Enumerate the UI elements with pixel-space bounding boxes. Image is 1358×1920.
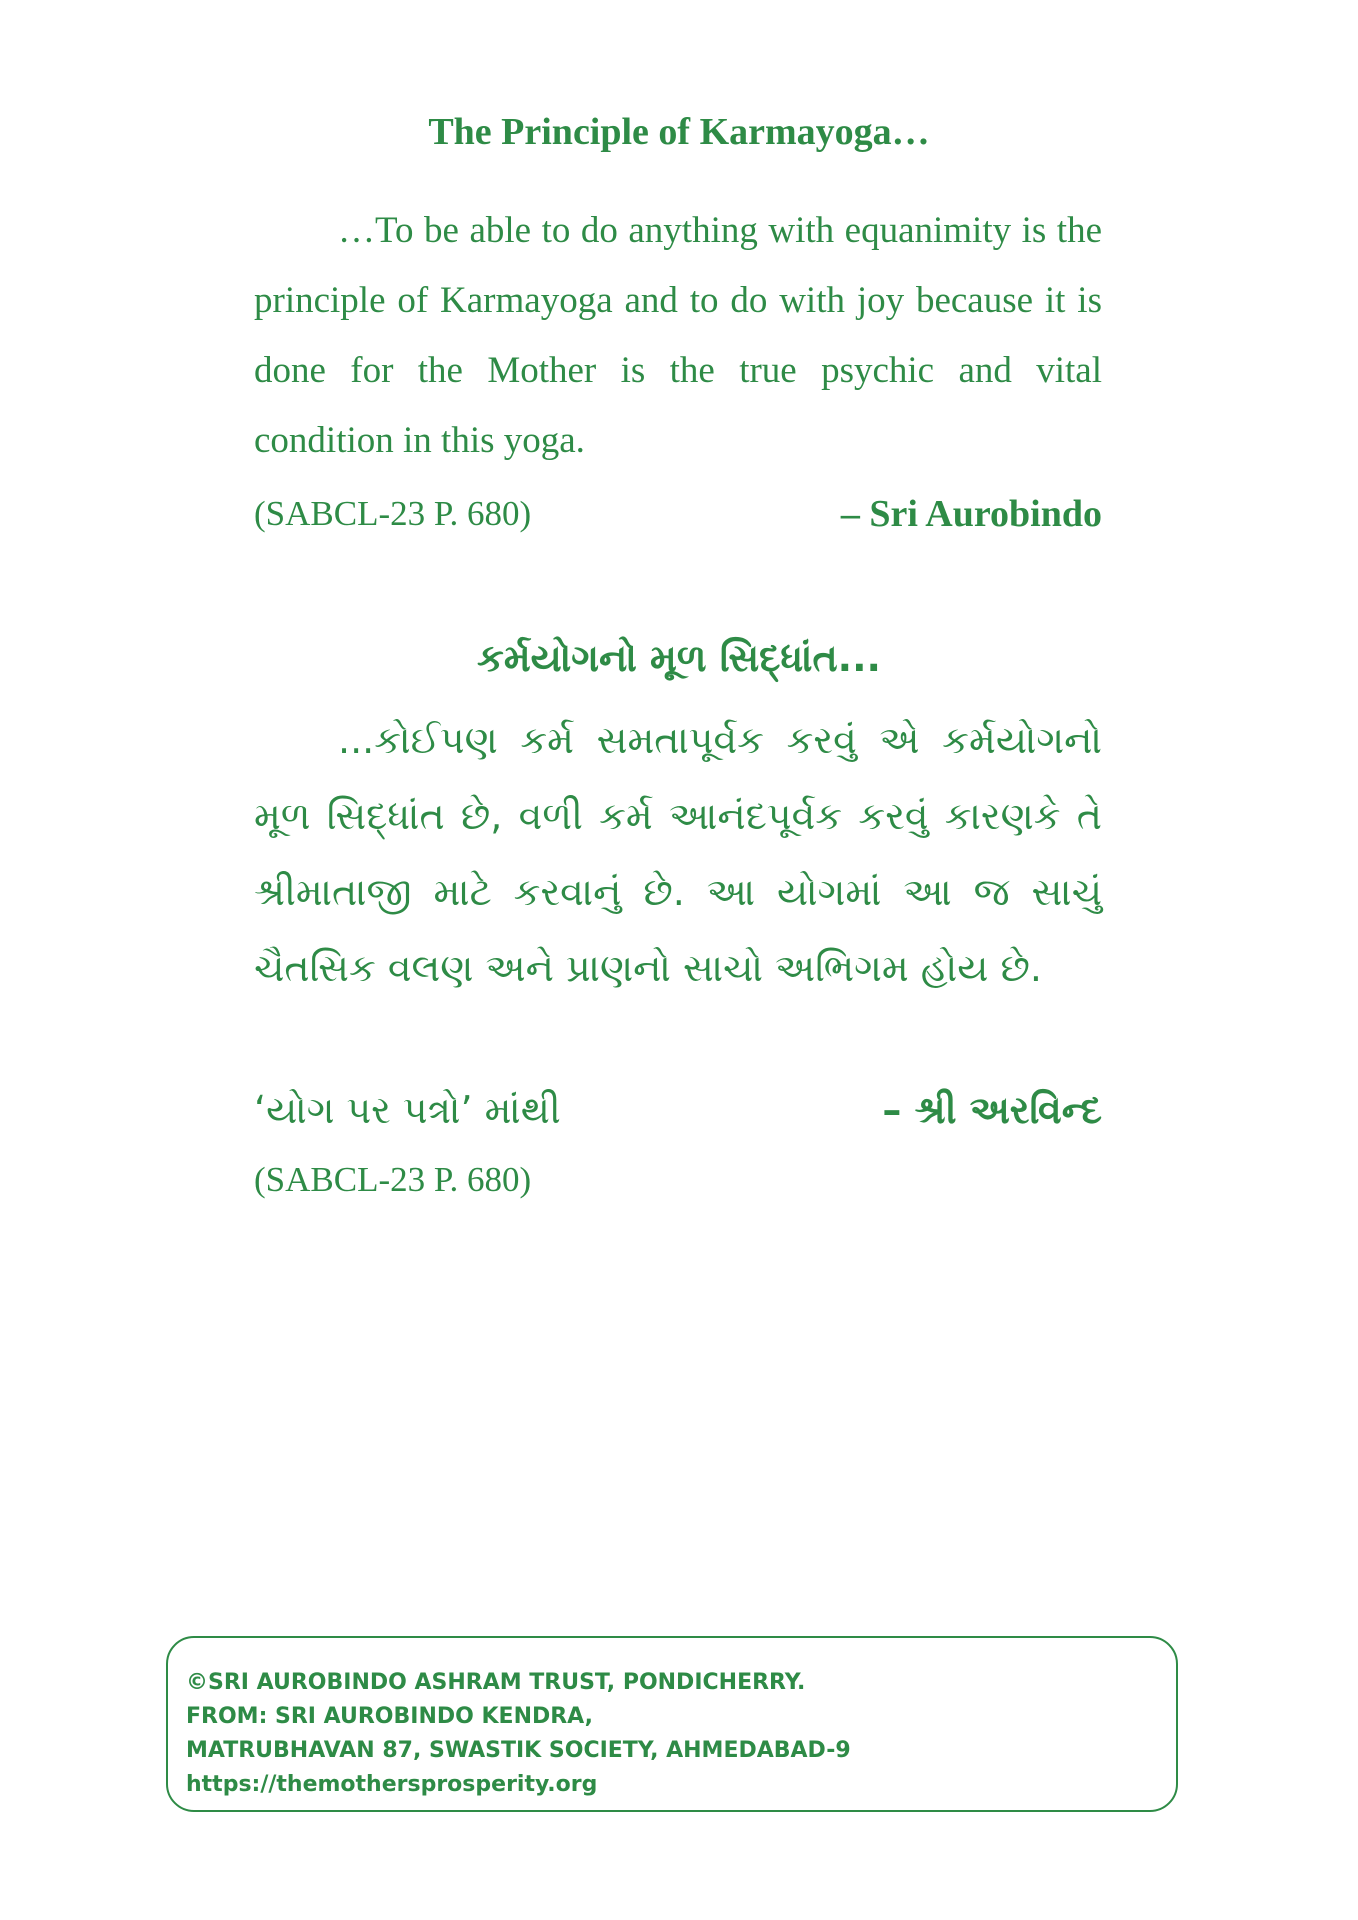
gujarati-author: – શ્રી અરવિન્દ [882,1088,1102,1132]
footer-from: FROM: SRI AUROBINDO KENDRA, [186,1704,593,1729]
gujarati-source-reference: (SABCL-23 P. 680) [254,1160,532,1199]
gujarati-title: કર્મયોગનો મૂળ સિદ્ધાંત... [477,636,881,680]
english-author: – Sri Aurobindo [840,493,1102,535]
english-title: The Principle of Karmayoga… [428,111,930,153]
footer-copyright: ©SRI AUROBINDO ASHRAM TRUST, PONDICHERRY. [186,1670,806,1695]
footer-address: MATRUBHAVAN 87, SWASTIK SOCIETY, AHMEDABAD-9 [186,1738,851,1763]
footer-website-link[interactable]: https://themothersprosperity.org [186,1772,598,1797]
english-quote-body: …To be able to do anything with equanimity is the principle of Karmayoga and to do with joy because it is done for the Mother is the true psychic and vital condition in this yoga. [254,210,1102,461]
english-reference: (SABCL-23 P. 680) [254,494,532,533]
footer-box [166,1636,1178,1812]
gujarati-quote-body: ...કોઈપણ કર્મ સમતાપૂર્વક કરવું એ કર્મયોગનો મૂળ સિદ્ધાંત છે, વળી કર્મ આનંદપૂર્વક કરવું કારણકે તે શ્રીમાતાજી માટે કરવાનું છે. આ યોગમાં આ જ સાચું ચૈતસિક વલણ અને પ્રાણનો સાચો અભિગમ હોય છે. [254,718,1102,990]
gujarati-reference: ‘યોગ પર પત્રો’ માંથી [254,1088,561,1132]
